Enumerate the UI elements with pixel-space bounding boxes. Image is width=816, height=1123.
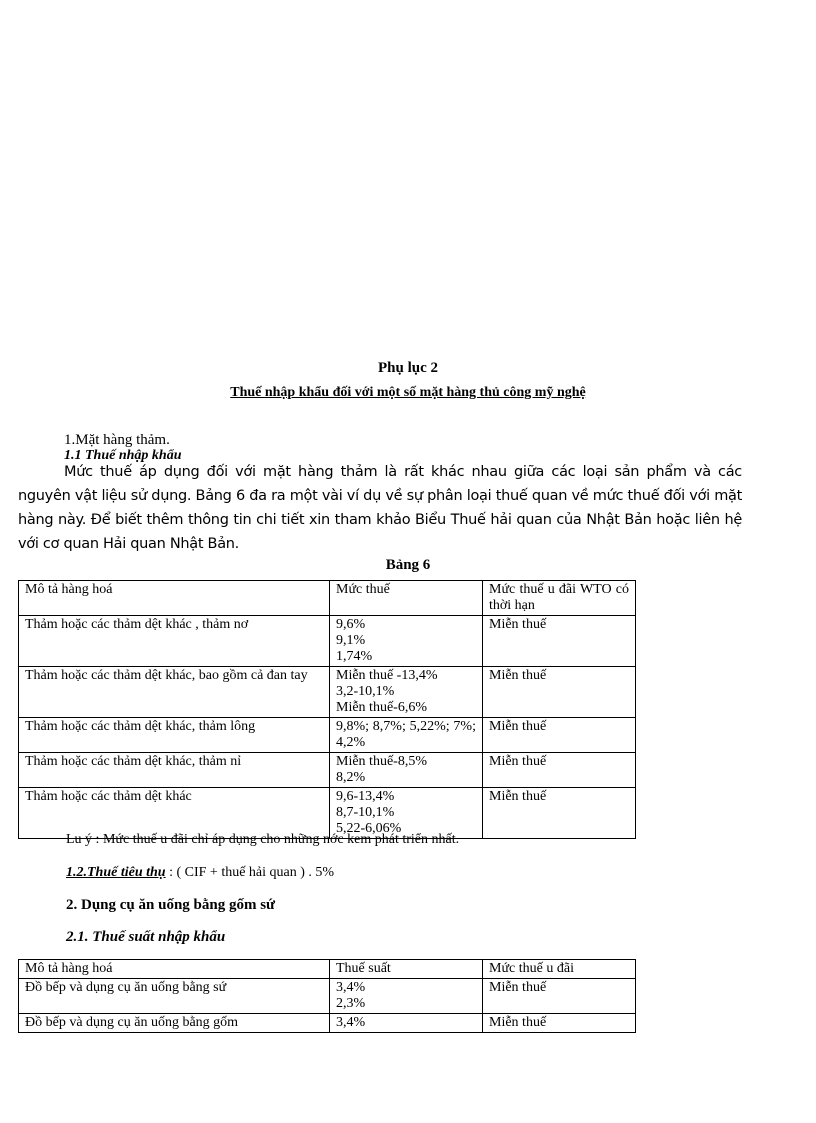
consumption-tax-value: : ( CIF + thuế hải quan ) . 5% (169, 865, 335, 880)
header-cell: Thuế suất (330, 960, 483, 979)
table-cell: Miễn thuế (483, 718, 636, 753)
table-cell: 3,4% (330, 1014, 483, 1033)
carpet-tax-table (18, 580, 636, 839)
table-header-row (19, 960, 636, 979)
table-row (19, 718, 636, 753)
consumption-tax-line (66, 865, 334, 881)
section2-heading: 2. Dụng cụ ăn uống bằng gốm sứ (66, 897, 276, 913)
ceramic-tax-table (18, 959, 636, 1033)
table-cell: Miễn thuế (483, 1014, 636, 1033)
table-cell: Thảm hoặc các thảm dệt khác, thảm nỉ (19, 753, 330, 788)
table-cell: 9,6% 9,1% 1,74% (330, 616, 483, 667)
table-cell: Thảm hoặc các thảm dệt khác, bao gồm cả đan tay (19, 667, 330, 718)
table-cell: Thảm hoặc các thảm dệt khác, thảm lông (19, 718, 330, 753)
table6-caption: Bảng 6 (385, 557, 431, 573)
header-cell: Mô tả hàng hoá (19, 960, 330, 979)
section1-subheading: 1.1 Thuế nhập khẩu (64, 448, 182, 463)
section1-paragraph (18, 460, 742, 556)
table-cell: Miễn thuế (483, 667, 636, 718)
table-cell: Thảm hoặc các thảm dệt khác (19, 788, 330, 839)
consumption-tax-label: 1.2.Thuế tiêu thụ (66, 865, 166, 880)
table-cell: 3,4% 2,3% (330, 979, 483, 1014)
section1-heading: 1.Mặt hàng thảm. (64, 432, 170, 448)
table-row (19, 753, 636, 788)
table-cell: 9,6-13,4% 8,7-10,1% 5,22-6,06% (330, 788, 483, 839)
table-row (19, 788, 636, 839)
table-row (19, 1014, 636, 1033)
table-cell: Miễn thuế (483, 979, 636, 1014)
table-cell: 9,8%; 8,7%; 5,22%; 7%; 4,2% (330, 718, 483, 753)
appendix-subtitle: Thuế nhập khẩu đối với một số mặt hàng thủ công mỹ nghệ (230, 385, 586, 400)
table-cell: Miễn thuế (483, 616, 636, 667)
table-cell: Thảm hoặc các thảm dệt khác , thảm nơ (19, 616, 330, 667)
table-row (19, 979, 636, 1014)
table-cell: Đồ bếp và dụng cụ ăn uống bằng gốm (19, 1014, 330, 1033)
header-text: Mức thuế u đãi WTO có thời hạn (489, 582, 629, 613)
tax-note: Lu ý : Mức thuế u đãi chỉ áp dụng cho những nớc kem phát triển nhất. (66, 832, 460, 847)
header-cell (483, 581, 636, 616)
table-cell: Miễn thuế -13,4% 3,2-10,1% Miễn thuế-6,6% (330, 667, 483, 718)
section2-subheading: 2.1. Thuế suất nhập khẩu (66, 929, 226, 945)
table-header-row (19, 581, 636, 616)
table-row (19, 667, 636, 718)
table-cell: Miễn thuế (483, 753, 636, 788)
paragraph-text: Mức thuế áp dụng đối với mặt hàng thảm là rất khác nhau giữa các loại sản phẩm và các nguyên vật liệu sử dụng. Bảng 6 đa ra một vài ví dụ về sự phân loại thuế quan về mức thuế đối với mặt hàng này. Để biết thêm thông tin chi tiết xin tham khảo Biểu Thuế hải quan của Nhật Bản hoặc liên hệ với cơ quan Hải quan Nhật Bản. (18, 464, 742, 552)
header-cell: Mức thuế (330, 581, 483, 616)
header-cell: Mức thuế u đãi (483, 960, 636, 979)
table-cell: Miễn thuế-8,5% 8,2% (330, 753, 483, 788)
appendix-title: Phụ lục 2 (377, 360, 438, 376)
table-row (19, 616, 636, 667)
table-cell: Đồ bếp và dụng cụ ăn uống bằng sứ (19, 979, 330, 1014)
header-cell: Mô tả hàng hoá (19, 581, 330, 616)
table-cell: Miễn thuế (483, 788, 636, 839)
